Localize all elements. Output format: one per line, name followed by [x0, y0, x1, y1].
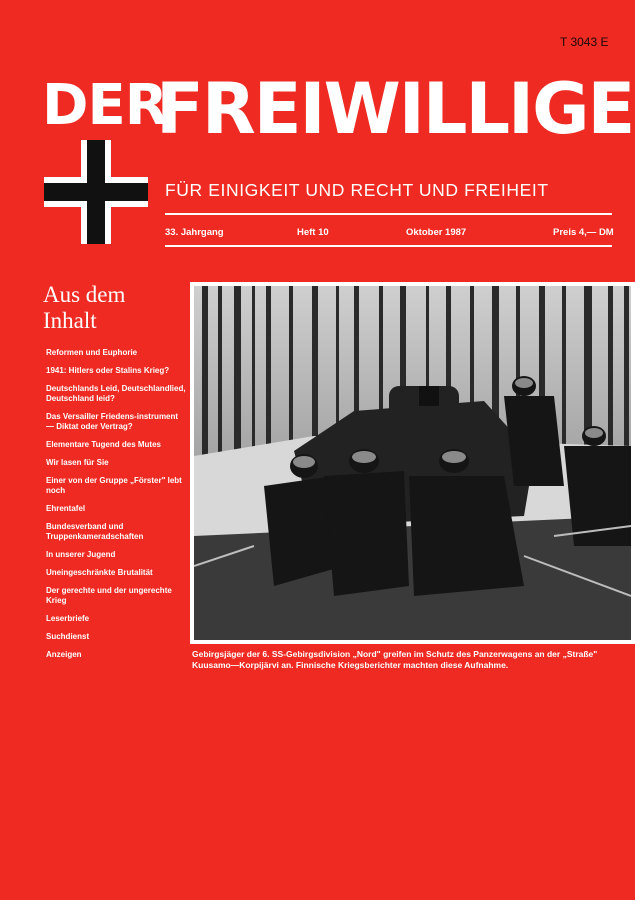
toc-item: Deutschlands Leid, Deutschlandlied, Deutschland leid?: [46, 384, 186, 403]
toc-item: 1941: Hitlers oder Stalins Krieg?: [46, 366, 170, 375]
toc-heading-line1: Aus dem: [43, 282, 126, 307]
catalog-code: T 3043 E: [560, 35, 609, 49]
toc-item: Uneingeschränkte Brutalität: [46, 568, 153, 577]
motto: FÜR EINIGKEIT UND RECHT UND FREIHEIT: [165, 180, 549, 200]
toc-item: Der gerechte und der ungerechte Krieg: [46, 586, 172, 605]
issue-number: Heft 10: [297, 227, 329, 238]
divider-top: [165, 213, 612, 215]
issue-date: Oktober 1987: [406, 227, 467, 238]
toc-item: Das Versailler Friedens-instrument — Diktat oder Vertrag?: [46, 412, 179, 431]
toc-item: Anzeigen: [46, 650, 82, 659]
toc-item: Bundesverband und Truppenkameradschaften: [46, 522, 144, 541]
photo-caption: Gebirgsjäger der 6. SS-Gebirgsdivision „Nord" greifen im Schutz des Panzerwagens an der „Straße" Kuusamo—Korpijärvi an. Finnische Kriegsberichter machten diese Aufnahme.: [192, 649, 598, 670]
balkenkreuz-icon: [44, 140, 148, 244]
toc-heading-line2: Inhalt: [43, 308, 97, 333]
masthead-der: DER: [42, 73, 167, 138]
toc-item: Suchdienst: [46, 632, 90, 641]
toc-item: Einer von der Gruppe „Förster" lebt noch: [46, 476, 182, 495]
toc-item: Reformen und Euphorie: [46, 348, 138, 357]
divider-bottom: [165, 245, 612, 247]
issue-price: Preis 4,— DM: [553, 227, 614, 238]
toc-item: Elementare Tugend des Mutes: [46, 440, 161, 449]
table-of-contents: [46, 348, 186, 668]
cover-photo: [190, 282, 635, 644]
masthead-freiwillige: FREIWILLIGE: [156, 68, 634, 150]
toc-item: Ehrentafel: [46, 504, 86, 513]
toc-item: Wir lasen für Sie: [46, 458, 109, 467]
toc-item: In unserer Jugend: [46, 550, 116, 559]
issue-volume: 33. Jahrgang: [165, 227, 224, 238]
toc-item: Leserbriefe: [46, 614, 90, 623]
toc-heading: [43, 282, 125, 334]
